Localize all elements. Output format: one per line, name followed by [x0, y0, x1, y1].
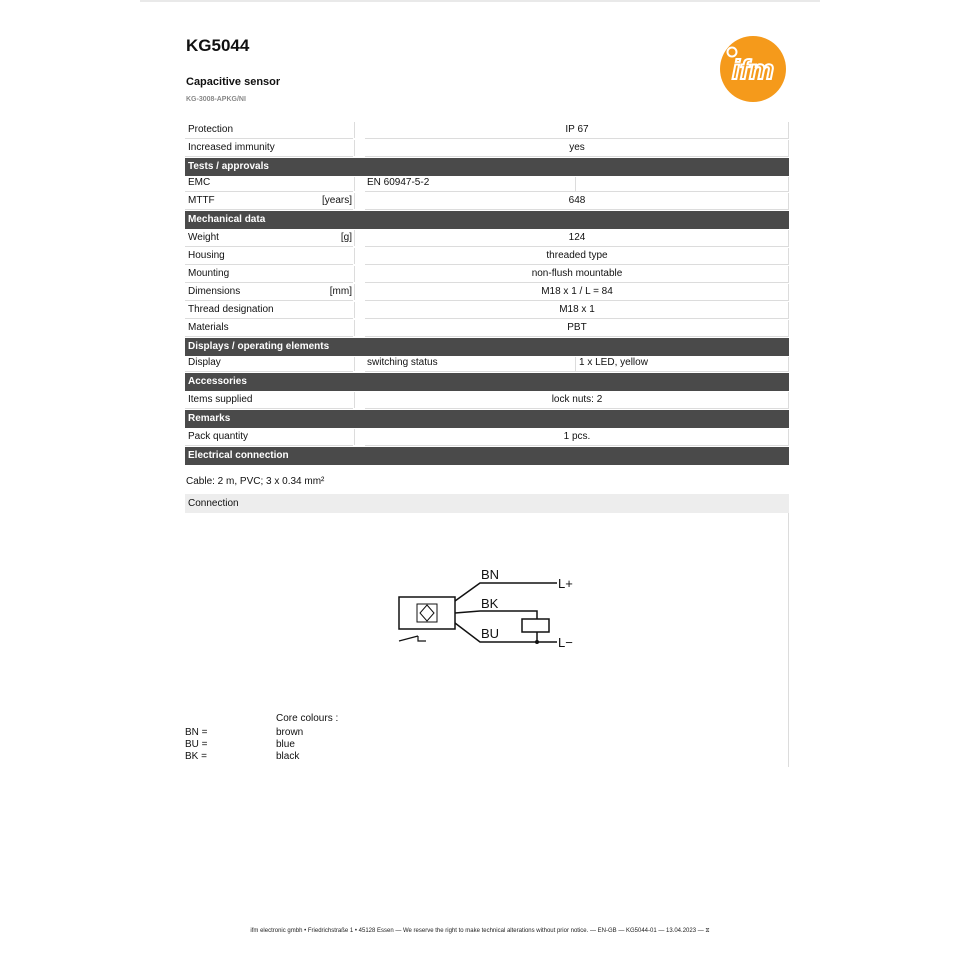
- row-items-supplied: [185, 391, 789, 409]
- row-label: Materials: [188, 322, 229, 333]
- product-subtitle: Capacitive sensor: [186, 76, 281, 88]
- core-code: BK =: [185, 751, 207, 762]
- core-name: brown: [276, 727, 304, 738]
- row-value: M18 x 1: [559, 304, 595, 315]
- label-bu: BU: [481, 626, 500, 641]
- row-value: lock nuts: 2: [551, 394, 603, 405]
- section-displays: Displays / operating elements: [185, 338, 789, 356]
- row-unit: [g]: [340, 232, 352, 243]
- row-display: [185, 356, 789, 372]
- core-name: black: [276, 751, 300, 762]
- sensor-body: [399, 597, 455, 629]
- row-housing: [185, 247, 789, 265]
- cable-spec: Cable: 2 m, PVC; 3 x 0.34 mm²: [186, 476, 325, 487]
- row-label: MTTF: [188, 195, 215, 206]
- row-protection: [185, 121, 789, 139]
- row-value: M18 x 1 / L = 84: [541, 286, 613, 297]
- page-title: KG5044: [186, 36, 250, 55]
- page-footer: ifm electronic gmbh • Friedrichstraße 1 • 45128 Essen — We reserve the right to make technical alterations without prior notice. — EN-GB — KG5044-01 — 13.04.2023 — ⧖: [250, 928, 710, 934]
- core-colours-title: Core colours :: [276, 713, 339, 724]
- row-emc: [185, 176, 789, 192]
- row-unit: [years]: [321, 195, 352, 206]
- ifm-logo: [719, 35, 787, 103]
- spec-table: [185, 121, 789, 465]
- row-value: threaded type: [546, 250, 608, 261]
- row-unit: [mm]: [329, 286, 352, 297]
- load-symbol: [522, 619, 549, 632]
- connection-header: Connection: [185, 494, 789, 513]
- row-label: Mounting: [188, 268, 230, 279]
- label-lplus: L+: [558, 576, 573, 591]
- logo-text: ifm: [732, 54, 774, 85]
- label-lminus: L−: [558, 635, 573, 650]
- section-electrical-connection: Electrical connection: [185, 447, 789, 465]
- row-mounting: [185, 265, 789, 283]
- section-accessories: Accessories: [185, 373, 789, 391]
- junction-dot: [535, 640, 539, 644]
- row-label: Pack quantity: [188, 431, 249, 442]
- row-pack-quantity: [185, 428, 789, 446]
- wire-bk: [455, 611, 537, 619]
- row-thread-designation: [185, 301, 789, 319]
- core-code: BN =: [185, 727, 208, 738]
- row-value: 124: [568, 232, 586, 243]
- wiring-diagram: [392, 563, 582, 653]
- row-label: Thread designation: [188, 304, 274, 315]
- right-border: [788, 513, 789, 767]
- section-tests-approvals: Tests / approvals: [185, 158, 789, 176]
- row-mttf: [185, 192, 789, 210]
- core-name: blue: [276, 739, 295, 750]
- row-materials: [185, 319, 789, 337]
- row-value: 1 pcs.: [563, 431, 591, 442]
- row-value: EN 60947-5-2: [367, 177, 430, 188]
- section-remarks: Remarks: [185, 410, 789, 428]
- label-bk: BK: [481, 596, 499, 611]
- row-label: Weight: [188, 232, 219, 243]
- row-value: 648: [568, 195, 586, 206]
- row-label: Protection: [188, 124, 234, 135]
- wire-bn: [455, 583, 557, 601]
- section-mechanical-data: Mechanical data: [185, 211, 789, 229]
- label-bn: BN: [481, 567, 500, 582]
- row-increased-immunity: [185, 139, 789, 157]
- row-label: Housing: [188, 250, 225, 261]
- row-label: Display: [188, 357, 221, 368]
- core-code: BU =: [185, 739, 208, 750]
- row-value: switching status: [367, 357, 438, 368]
- row-value: non-flush mountable: [531, 268, 623, 279]
- row-label: Increased immunity: [188, 142, 275, 153]
- row-value: yes: [569, 142, 585, 153]
- row-label: Dimensions: [188, 286, 241, 297]
- row-label: Items supplied: [188, 394, 253, 405]
- top-divider: [140, 0, 820, 2]
- sensor-diamond: [420, 605, 434, 621]
- switch-symbol: [399, 636, 426, 641]
- row-dimensions: [185, 283, 789, 301]
- product-code: KG-3008-APKG/NI: [186, 96, 246, 103]
- row-label: EMC: [188, 177, 211, 188]
- row-value: IP 67: [565, 124, 589, 135]
- row-value-2: 1 x LED, yellow: [579, 357, 648, 368]
- row-value: PBT: [567, 322, 587, 333]
- row-weight: [185, 229, 789, 247]
